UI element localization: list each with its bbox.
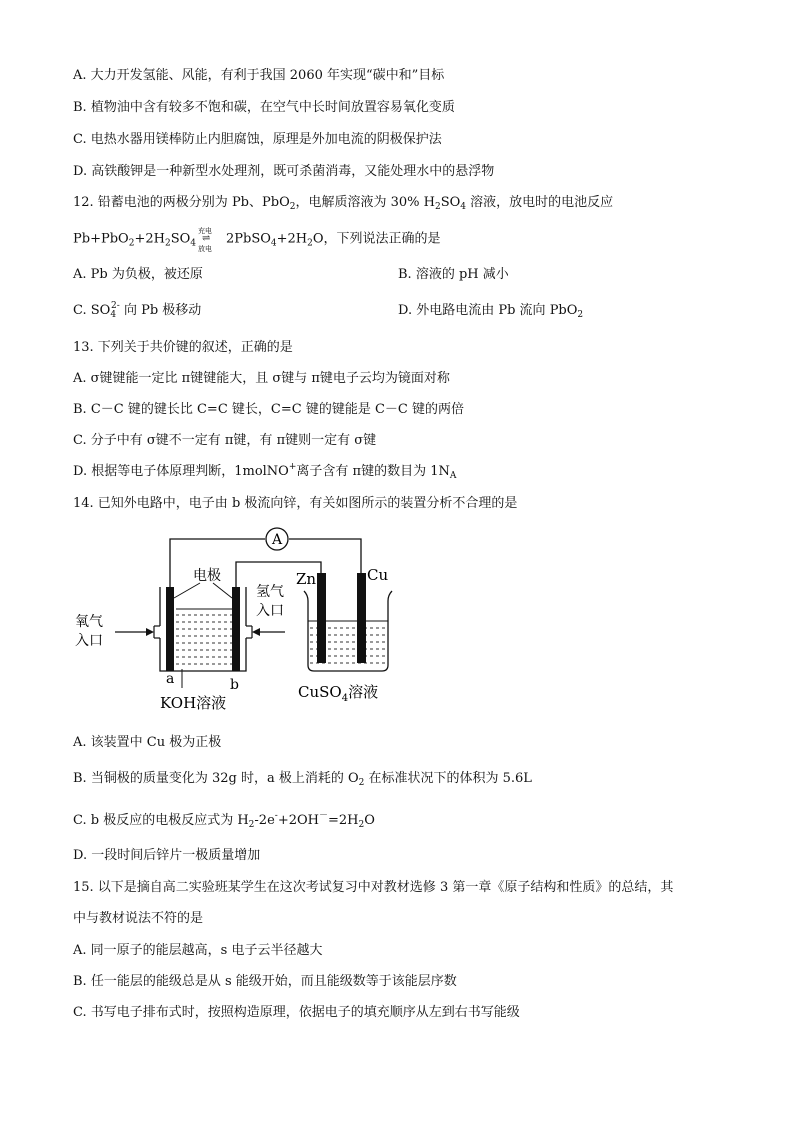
q12-option-d: D. 外电路电流由 Pb 流向 PbO$_2$ <box>398 303 584 320</box>
q14-option-c: C. b 极反应的电极反应式为 $H_2-2e^-+2OH^-=2H_2O$ <box>73 811 375 830</box>
koh-label: KOH溶液 <box>160 694 227 712</box>
q13-option-c: C. 分子中有 σ键不一定有 π键，有 π键则一定有 σ键 <box>73 433 377 448</box>
cuso4-label: CuSO$_4$溶液 <box>298 683 379 704</box>
hydrogen-arrow-icon <box>252 628 260 636</box>
q14-option-d: D. 一段时间后锌片一极质量增加 <box>73 848 261 863</box>
cu-label: Cu <box>367 566 389 584</box>
q15-stem-line1: 15. 以下是摘自高二实验班某学生在这次考试复习中对教材选修 3 第一章《原子结构和性质》的总结，其 <box>73 880 674 895</box>
q15-option-c: C. 书写电子排布式时，按照构造原理，依据电子的填充顺序从左到右书写能级 <box>73 1005 520 1020</box>
ammeter-label: A <box>271 532 283 548</box>
zinc-electrode <box>317 573 326 663</box>
oxygen-label-1: 氧气 <box>75 614 103 630</box>
q11-option-d: D. 高铁酸钾是一种新型水处理剂，既可杀菌消毒，又能处理水中的悬浮物 <box>73 164 495 179</box>
q15-option-b: B. 任一能层的能级总是从 s 能级开始，而且能级数等于该能层序数 <box>73 974 457 989</box>
q12-option-c: C. $SO_4^{2-}$ 向 Pb 极移动 <box>73 301 202 320</box>
q12-option-b: B. 溶液的 pH 减小 <box>398 267 509 282</box>
koh-solution <box>176 615 232 664</box>
q14-option-a: A. 该装置中 Cu 极为正极 <box>73 735 222 750</box>
q14-stem: 14. 已知外电路中，电子由 b 极流向锌，有关如图所示的装置分析不合理的是 <box>73 496 518 511</box>
q13-option-b: B. C－C 键的键长比 C=C 键长，C=C 键的键能是 C－C 键的两倍 <box>73 402 464 417</box>
oxygen-arrow-icon <box>146 628 154 636</box>
q13-stem: 13. 下列关于共价键的叙述，正确的是 <box>73 340 293 355</box>
zn-label: Zn <box>296 570 317 588</box>
q13-option-a: A. σ键键能一定比 π键键能大，且 σ键与 π键电子云均为镜面对称 <box>73 371 450 386</box>
q12-equation: $Pb+PbO_2+2H_2SO_4$ 充电 ⇌ 放电 $2PbSO_4+2H_2O$，下列说法正确的是 <box>73 227 441 253</box>
q12-stem: 12. 铅蓄电池的两极分别为 Pb、PbO$_2$，电解质溶液为 30% $H_2SO_4$ 溶液，放电时的电池反应 <box>73 195 614 212</box>
hydrogen-label-1: 氢气 <box>256 584 284 600</box>
electrode-b <box>232 587 240 671</box>
q15-option-a: A. 同一原子的能层越高，s 电子云半径越大 <box>73 943 323 958</box>
q14-option-b: B. 当铜极的质量变化为 32g 时，a 极上消耗的 $O_2$ 在标准状况下的体积为 5.6L <box>73 771 532 788</box>
q12-option-a: A. Pb 为负极，被还原 <box>73 267 203 282</box>
wire-right <box>289 539 361 573</box>
q11-option-a: A. 大力开发氢能、风能，有利于我国 2060 年实现“碳中和”目标 <box>73 68 445 83</box>
galvanic-cell-diagram <box>70 523 410 718</box>
q15-stem-line2: 中与教材说法不符的是 <box>73 911 204 926</box>
oxygen-label-2: 入口 <box>75 633 103 649</box>
label-a: a <box>166 671 175 687</box>
hydrogen-label-2: 入口 <box>256 603 284 619</box>
q11-option-b: B. 植物油中含有较多不饱和碳，在空气中长时间放置容易氧化变质 <box>73 100 455 115</box>
reversible-arrow-icon: 充电 ⇌ 放电 <box>198 227 212 253</box>
electrode-a <box>166 587 174 671</box>
q13-option-d: D. 根据等电子体原理判断，1molNO+离子含有 π键的数目为 $1N_A$ <box>73 462 457 481</box>
q11-option-c: C. 电热水器用镁棒防止内胆腐蚀，原理是外加电流的阴极保护法 <box>73 132 442 147</box>
label-b: b <box>230 677 239 693</box>
copper-electrode <box>357 573 366 663</box>
electrode-label: 电极 <box>193 568 221 584</box>
